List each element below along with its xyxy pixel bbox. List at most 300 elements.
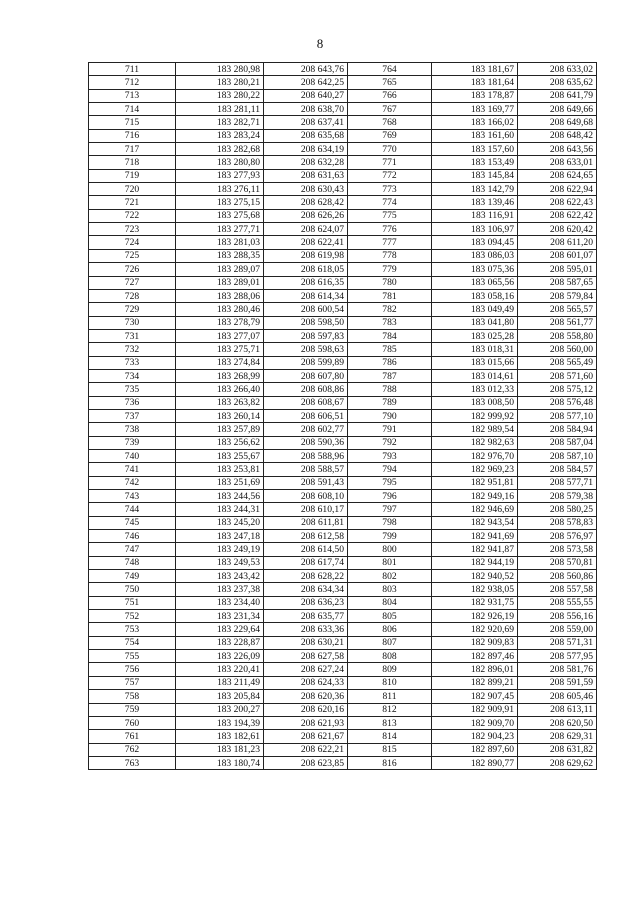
- point-number-right: 805: [348, 610, 432, 623]
- y-coordinate-right: 208 577,95: [518, 650, 597, 663]
- point-number-left: 754: [89, 636, 176, 649]
- x-coordinate-left: 183 247,18: [176, 530, 264, 543]
- point-number-right: 791: [348, 423, 432, 436]
- point-number-left: 733: [89, 356, 176, 369]
- y-coordinate-left: 208 602,77: [264, 423, 348, 436]
- coordinates-table: [88, 62, 597, 770]
- table-row: [89, 543, 597, 556]
- x-coordinate-right: 182 946,69: [432, 503, 518, 516]
- x-coordinate-left: 183 281,11: [176, 103, 264, 116]
- x-coordinate-left: 183 194,39: [176, 716, 264, 729]
- y-coordinate-left: 208 611,81: [264, 516, 348, 529]
- y-coordinate-left: 208 637,41: [264, 116, 348, 129]
- y-coordinate-right: 208 578,83: [518, 516, 597, 529]
- table-row: [89, 583, 597, 596]
- point-number-right: 788: [348, 383, 432, 396]
- point-number-right: 765: [348, 76, 432, 89]
- y-coordinate-left: 208 617,74: [264, 556, 348, 569]
- y-coordinate-right: 208 579,84: [518, 289, 597, 302]
- point-number-left: 725: [89, 249, 176, 262]
- point-number-left: 730: [89, 316, 176, 329]
- table-row: [89, 249, 597, 262]
- table-row: [89, 756, 597, 769]
- table-row: [89, 463, 597, 476]
- y-coordinate-left: 208 628,22: [264, 570, 348, 583]
- point-number-left: 728: [89, 289, 176, 302]
- table-row: [89, 663, 597, 676]
- table-row: [89, 276, 597, 289]
- table-row: [89, 76, 597, 89]
- table-row: [89, 449, 597, 462]
- x-coordinate-left: 183 280,98: [176, 63, 264, 76]
- point-number-right: 789: [348, 396, 432, 409]
- x-coordinate-right: 182 944,19: [432, 556, 518, 569]
- x-coordinate-left: 183 283,24: [176, 129, 264, 142]
- x-coordinate-right: 182 989,54: [432, 423, 518, 436]
- coordinates-table-body: [89, 63, 597, 770]
- point-number-left: 751: [89, 596, 176, 609]
- point-number-left: 740: [89, 449, 176, 462]
- y-coordinate-left: 208 630,43: [264, 183, 348, 196]
- y-coordinate-right: 208 584,94: [518, 423, 597, 436]
- x-coordinate-right: 182 926,19: [432, 610, 518, 623]
- point-number-right: 801: [348, 556, 432, 569]
- point-number-right: 798: [348, 516, 432, 529]
- y-coordinate-left: 208 590,36: [264, 436, 348, 449]
- y-coordinate-right: 208 641,79: [518, 89, 597, 102]
- y-coordinate-left: 208 640,27: [264, 89, 348, 102]
- x-coordinate-right: 182 897,60: [432, 743, 518, 756]
- point-number-left: 741: [89, 463, 176, 476]
- x-coordinate-left: 183 229,64: [176, 623, 264, 636]
- x-coordinate-left: 183 231,34: [176, 610, 264, 623]
- y-coordinate-left: 208 620,16: [264, 703, 348, 716]
- y-coordinate-right: 208 631,82: [518, 743, 597, 756]
- x-coordinate-right: 182 951,81: [432, 476, 518, 489]
- x-coordinate-left: 183 275,71: [176, 343, 264, 356]
- y-coordinate-right: 208 624,65: [518, 169, 597, 182]
- x-coordinate-left: 183 253,81: [176, 463, 264, 476]
- table-row: [89, 103, 597, 116]
- y-coordinate-right: 208 576,48: [518, 396, 597, 409]
- point-number-right: 797: [348, 503, 432, 516]
- point-number-left: 722: [89, 209, 176, 222]
- point-number-left: 742: [89, 476, 176, 489]
- point-number-right: 767: [348, 103, 432, 116]
- point-number-left: 720: [89, 183, 176, 196]
- x-coordinate-right: 183 018,31: [432, 343, 518, 356]
- point-number-left: 758: [89, 690, 176, 703]
- table-row: [89, 289, 597, 302]
- y-coordinate-left: 208 628,42: [264, 196, 348, 209]
- y-coordinate-left: 208 608,10: [264, 490, 348, 503]
- point-number-right: 812: [348, 703, 432, 716]
- x-coordinate-left: 183 181,23: [176, 743, 264, 756]
- y-coordinate-left: 208 627,58: [264, 650, 348, 663]
- x-coordinate-right: 182 969,23: [432, 463, 518, 476]
- point-number-right: 790: [348, 409, 432, 422]
- y-coordinate-right: 208 570,81: [518, 556, 597, 569]
- x-coordinate-right: 182 931,75: [432, 596, 518, 609]
- x-coordinate-right: 182 938,05: [432, 583, 518, 596]
- x-coordinate-right: 182 907,45: [432, 690, 518, 703]
- x-coordinate-right: 183 025,28: [432, 329, 518, 342]
- y-coordinate-right: 208 560,86: [518, 570, 597, 583]
- point-number-right: 807: [348, 636, 432, 649]
- y-coordinate-right: 208 576,97: [518, 530, 597, 543]
- x-coordinate-right: 182 909,70: [432, 716, 518, 729]
- x-coordinate-left: 183 243,42: [176, 570, 264, 583]
- y-coordinate-left: 208 620,36: [264, 690, 348, 703]
- point-number-left: 723: [89, 223, 176, 236]
- point-number-left: 718: [89, 156, 176, 169]
- point-number-left: 759: [89, 703, 176, 716]
- y-coordinate-right: 208 633,01: [518, 156, 597, 169]
- table-row: [89, 556, 597, 569]
- table-row: [89, 329, 597, 342]
- point-number-left: 713: [89, 89, 176, 102]
- point-number-left: 715: [89, 116, 176, 129]
- x-coordinate-left: 183 289,07: [176, 263, 264, 276]
- y-coordinate-left: 208 591,43: [264, 476, 348, 489]
- x-coordinate-left: 183 249,53: [176, 556, 264, 569]
- x-coordinate-right: 183 008,50: [432, 396, 518, 409]
- point-number-left: 748: [89, 556, 176, 569]
- y-coordinate-left: 208 638,70: [264, 103, 348, 116]
- point-number-right: 781: [348, 289, 432, 302]
- point-number-right: 770: [348, 143, 432, 156]
- point-number-right: 769: [348, 129, 432, 142]
- x-coordinate-right: 183 015,66: [432, 356, 518, 369]
- y-coordinate-left: 208 624,33: [264, 676, 348, 689]
- x-coordinate-right: 182 941,87: [432, 543, 518, 556]
- x-coordinate-left: 183 277,07: [176, 329, 264, 342]
- y-coordinate-right: 208 595,01: [518, 263, 597, 276]
- y-coordinate-right: 208 648,42: [518, 129, 597, 142]
- point-number-left: 736: [89, 396, 176, 409]
- y-coordinate-left: 208 600,54: [264, 303, 348, 316]
- table-row: [89, 356, 597, 369]
- x-coordinate-left: 183 180,74: [176, 756, 264, 769]
- x-coordinate-left: 183 257,89: [176, 423, 264, 436]
- y-coordinate-right: 208 622,94: [518, 183, 597, 196]
- table-row: [89, 169, 597, 182]
- table-row: [89, 530, 597, 543]
- point-number-right: 777: [348, 236, 432, 249]
- point-number-left: 756: [89, 663, 176, 676]
- table-row: [89, 676, 597, 689]
- table-row: [89, 156, 597, 169]
- point-number-left: 714: [89, 103, 176, 116]
- point-number-right: 811: [348, 690, 432, 703]
- y-coordinate-right: 208 579,38: [518, 490, 597, 503]
- table-row: [89, 236, 597, 249]
- x-coordinate-left: 183 277,93: [176, 169, 264, 182]
- point-number-right: 799: [348, 530, 432, 543]
- y-coordinate-right: 208 591,59: [518, 676, 597, 689]
- y-coordinate-right: 208 649,68: [518, 116, 597, 129]
- x-coordinate-left: 183 280,22: [176, 89, 264, 102]
- y-coordinate-right: 208 649,66: [518, 103, 597, 116]
- x-coordinate-left: 183 256,62: [176, 436, 264, 449]
- table-row: [89, 116, 597, 129]
- y-coordinate-left: 208 621,93: [264, 716, 348, 729]
- point-number-left: 735: [89, 383, 176, 396]
- point-number-left: 719: [89, 169, 176, 182]
- y-coordinate-left: 208 588,96: [264, 449, 348, 462]
- y-coordinate-left: 208 610,17: [264, 503, 348, 516]
- x-coordinate-left: 183 263,82: [176, 396, 264, 409]
- y-coordinate-left: 208 636,23: [264, 596, 348, 609]
- point-number-right: 783: [348, 316, 432, 329]
- table-row: [89, 636, 597, 649]
- point-number-right: 808: [348, 650, 432, 663]
- x-coordinate-right: 182 920,69: [432, 623, 518, 636]
- y-coordinate-left: 208 598,63: [264, 343, 348, 356]
- y-coordinate-right: 208 629,31: [518, 730, 597, 743]
- x-coordinate-right: 183 157,60: [432, 143, 518, 156]
- table-row: [89, 209, 597, 222]
- point-number-right: 816: [348, 756, 432, 769]
- y-coordinate-left: 208 618,05: [264, 263, 348, 276]
- x-coordinate-right: 183 094,45: [432, 236, 518, 249]
- point-number-right: 773: [348, 183, 432, 196]
- point-number-right: 814: [348, 730, 432, 743]
- point-number-left: 755: [89, 650, 176, 663]
- x-coordinate-right: 183 012,33: [432, 383, 518, 396]
- y-coordinate-right: 208 560,00: [518, 343, 597, 356]
- point-number-right: 766: [348, 89, 432, 102]
- table-row: [89, 183, 597, 196]
- y-coordinate-left: 208 622,21: [264, 743, 348, 756]
- point-number-right: 771: [348, 156, 432, 169]
- y-coordinate-left: 208 588,57: [264, 463, 348, 476]
- y-coordinate-right: 208 587,04: [518, 436, 597, 449]
- y-coordinate-left: 208 634,19: [264, 143, 348, 156]
- x-coordinate-right: 182 897,46: [432, 650, 518, 663]
- x-coordinate-right: 183 106,97: [432, 223, 518, 236]
- table-row: [89, 263, 597, 276]
- table-row: [89, 423, 597, 436]
- x-coordinate-left: 183 237,38: [176, 583, 264, 596]
- point-number-left: 732: [89, 343, 176, 356]
- point-number-right: 772: [348, 169, 432, 182]
- x-coordinate-left: 183 288,06: [176, 289, 264, 302]
- x-coordinate-left: 183 200,27: [176, 703, 264, 716]
- y-coordinate-right: 208 622,43: [518, 196, 597, 209]
- point-number-left: 717: [89, 143, 176, 156]
- point-number-right: 796: [348, 490, 432, 503]
- x-coordinate-left: 183 182,61: [176, 730, 264, 743]
- point-number-right: 810: [348, 676, 432, 689]
- y-coordinate-right: 208 558,80: [518, 329, 597, 342]
- x-coordinate-left: 183 282,71: [176, 116, 264, 129]
- point-number-right: 782: [348, 303, 432, 316]
- y-coordinate-left: 208 608,86: [264, 383, 348, 396]
- y-coordinate-right: 208 620,50: [518, 716, 597, 729]
- y-coordinate-right: 208 580,25: [518, 503, 597, 516]
- table-row: [89, 610, 597, 623]
- x-coordinate-right: 183 049,49: [432, 303, 518, 316]
- point-number-left: 727: [89, 276, 176, 289]
- table-row: [89, 476, 597, 489]
- point-number-left: 749: [89, 570, 176, 583]
- y-coordinate-left: 208 607,80: [264, 369, 348, 382]
- x-coordinate-right: 182 943,54: [432, 516, 518, 529]
- y-coordinate-right: 208 573,58: [518, 543, 597, 556]
- x-coordinate-left: 183 211,49: [176, 676, 264, 689]
- point-number-left: 716: [89, 129, 176, 142]
- x-coordinate-right: 183 041,80: [432, 316, 518, 329]
- x-coordinate-left: 183 289,01: [176, 276, 264, 289]
- x-coordinate-right: 183 014,61: [432, 369, 518, 382]
- point-number-right: 778: [348, 249, 432, 262]
- table-row: [89, 303, 597, 316]
- y-coordinate-right: 208 559,00: [518, 623, 597, 636]
- x-coordinate-left: 183 268,99: [176, 369, 264, 382]
- table-row: [89, 396, 597, 409]
- y-coordinate-right: 208 629,62: [518, 756, 597, 769]
- x-coordinate-right: 182 982,63: [432, 436, 518, 449]
- table-row: [89, 716, 597, 729]
- table-row: [89, 369, 597, 382]
- y-coordinate-right: 208 575,12: [518, 383, 597, 396]
- x-coordinate-right: 182 999,92: [432, 409, 518, 422]
- point-number-right: 800: [348, 543, 432, 556]
- x-coordinate-left: 183 278,79: [176, 316, 264, 329]
- x-coordinate-right: 183 181,64: [432, 76, 518, 89]
- table-row: [89, 503, 597, 516]
- y-coordinate-right: 208 577,71: [518, 476, 597, 489]
- point-number-left: 763: [89, 756, 176, 769]
- y-coordinate-right: 208 571,31: [518, 636, 597, 649]
- point-number-left: 734: [89, 369, 176, 382]
- y-coordinate-left: 208 621,67: [264, 730, 348, 743]
- x-coordinate-right: 182 940,52: [432, 570, 518, 583]
- point-number-left: 729: [89, 303, 176, 316]
- x-coordinate-left: 183 274,84: [176, 356, 264, 369]
- x-coordinate-left: 183 281,03: [176, 236, 264, 249]
- x-coordinate-right: 182 976,70: [432, 449, 518, 462]
- table-row: [89, 650, 597, 663]
- table-row: [89, 409, 597, 422]
- table-row: [89, 316, 597, 329]
- point-number-right: 794: [348, 463, 432, 476]
- y-coordinate-left: 208 635,77: [264, 610, 348, 623]
- point-number-left: 724: [89, 236, 176, 249]
- x-coordinate-left: 183 280,21: [176, 76, 264, 89]
- point-number-left: 712: [89, 76, 176, 89]
- table-row: [89, 743, 597, 756]
- point-number-right: 775: [348, 209, 432, 222]
- point-number-left: 711: [89, 63, 176, 76]
- y-coordinate-right: 208 577,10: [518, 409, 597, 422]
- x-coordinate-right: 182 899,21: [432, 676, 518, 689]
- x-coordinate-left: 183 251,69: [176, 476, 264, 489]
- y-coordinate-left: 208 642,25: [264, 76, 348, 89]
- y-coordinate-right: 208 571,60: [518, 369, 597, 382]
- point-number-left: 743: [89, 490, 176, 503]
- point-number-right: 809: [348, 663, 432, 676]
- y-coordinate-left: 208 599,89: [264, 356, 348, 369]
- x-coordinate-right: 182 896,01: [432, 663, 518, 676]
- y-coordinate-left: 208 612,58: [264, 530, 348, 543]
- x-coordinate-left: 183 280,80: [176, 156, 264, 169]
- point-number-right: 776: [348, 223, 432, 236]
- point-number-right: 774: [348, 196, 432, 209]
- x-coordinate-left: 183 280,46: [176, 303, 264, 316]
- x-coordinate-left: 183 255,67: [176, 449, 264, 462]
- y-coordinate-right: 208 555,55: [518, 596, 597, 609]
- x-coordinate-right: 183 142,79: [432, 183, 518, 196]
- y-coordinate-left: 208 623,85: [264, 756, 348, 769]
- x-coordinate-left: 183 226,09: [176, 650, 264, 663]
- x-coordinate-left: 183 277,71: [176, 223, 264, 236]
- point-number-right: 764: [348, 63, 432, 76]
- x-coordinate-right: 183 169,77: [432, 103, 518, 116]
- x-coordinate-left: 183 276,11: [176, 183, 264, 196]
- x-coordinate-left: 183 220,41: [176, 663, 264, 676]
- x-coordinate-right: 182 904,23: [432, 730, 518, 743]
- point-number-left: 750: [89, 583, 176, 596]
- point-number-left: 745: [89, 516, 176, 529]
- y-coordinate-right: 208 601,07: [518, 249, 597, 262]
- table-row: [89, 223, 597, 236]
- y-coordinate-left: 208 608,67: [264, 396, 348, 409]
- x-coordinate-right: 183 181,67: [432, 63, 518, 76]
- y-coordinate-right: 208 622,42: [518, 209, 597, 222]
- point-number-right: 793: [348, 449, 432, 462]
- point-number-left: 731: [89, 329, 176, 342]
- x-coordinate-left: 183 260,14: [176, 409, 264, 422]
- table-row: [89, 490, 597, 503]
- x-coordinate-right: 182 909,83: [432, 636, 518, 649]
- y-coordinate-right: 208 557,58: [518, 583, 597, 596]
- point-number-left: 761: [89, 730, 176, 743]
- point-number-right: 785: [348, 343, 432, 356]
- y-coordinate-right: 208 561,77: [518, 316, 597, 329]
- y-coordinate-left: 208 632,28: [264, 156, 348, 169]
- point-number-left: 721: [89, 196, 176, 209]
- point-number-right: 786: [348, 356, 432, 369]
- point-number-left: 752: [89, 610, 176, 623]
- point-number-left: 737: [89, 409, 176, 422]
- x-coordinate-left: 183 244,56: [176, 490, 264, 503]
- point-number-right: 787: [348, 369, 432, 382]
- y-coordinate-right: 208 633,02: [518, 63, 597, 76]
- y-coordinate-left: 208 597,83: [264, 329, 348, 342]
- y-coordinate-right: 208 581,76: [518, 663, 597, 676]
- y-coordinate-left: 208 630,21: [264, 636, 348, 649]
- x-coordinate-right: 182 890,77: [432, 756, 518, 769]
- y-coordinate-right: 208 605,46: [518, 690, 597, 703]
- x-coordinate-right: 182 941,69: [432, 530, 518, 543]
- x-coordinate-right: 183 166,02: [432, 116, 518, 129]
- y-coordinate-left: 208 633,36: [264, 623, 348, 636]
- table-row: [89, 703, 597, 716]
- point-number-left: 747: [89, 543, 176, 556]
- table-row: [89, 730, 597, 743]
- x-coordinate-right: 183 058,16: [432, 289, 518, 302]
- y-coordinate-left: 208 614,34: [264, 289, 348, 302]
- point-number-left: 762: [89, 743, 176, 756]
- point-number-right: 806: [348, 623, 432, 636]
- x-coordinate-right: 183 178,87: [432, 89, 518, 102]
- y-coordinate-left: 208 624,07: [264, 223, 348, 236]
- point-number-right: 768: [348, 116, 432, 129]
- x-coordinate-right: 183 145,84: [432, 169, 518, 182]
- x-coordinate-right: 183 116,91: [432, 209, 518, 222]
